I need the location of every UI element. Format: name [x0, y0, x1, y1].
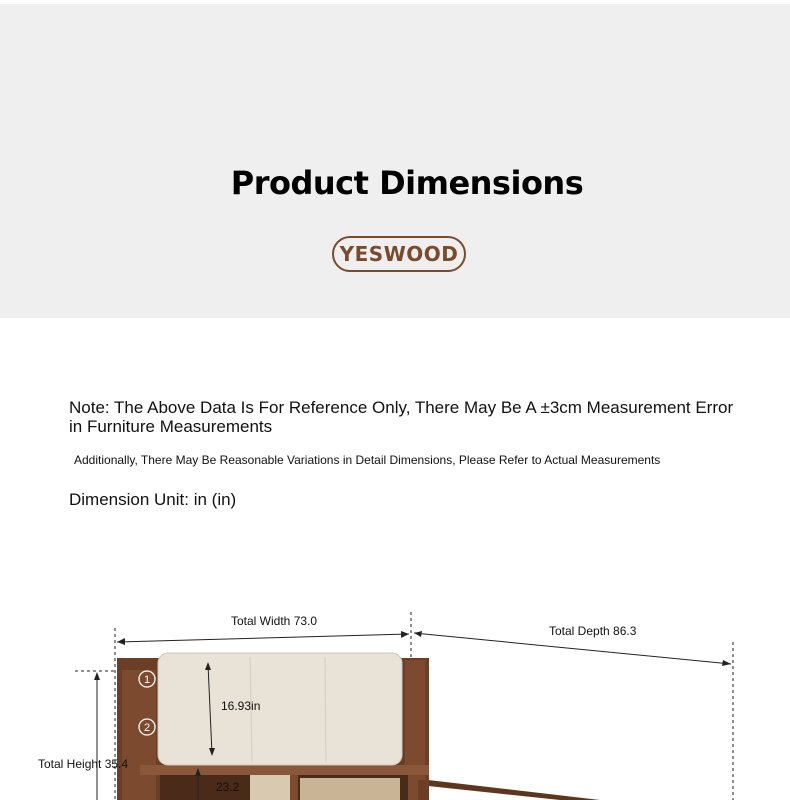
page-title: Product Dimensions	[230, 164, 584, 202]
leg-height-label: 23.2	[216, 780, 240, 794]
bed-dimension-diagram	[0, 600, 790, 800]
marker-1: 1	[143, 674, 151, 686]
headboard-height-label: 16.93in	[221, 699, 261, 713]
variation-note: Additionally, There May Be Reasonable Variations in Detail Dimensions, Please Refer to Actual Measurements	[74, 453, 661, 467]
headboard-cushion	[158, 653, 402, 765]
dimension-unit: Dimension Unit: in (in)	[69, 490, 237, 509]
total-depth-label: Total Depth 86.3	[549, 624, 637, 638]
reference-note: Note: The Above Data Is For Reference Only, There May Be A ±3cm Measurement Error in Furniture Measurements	[69, 398, 734, 436]
total-width-label: Total Width 73.0	[231, 614, 318, 628]
total-height-label: Total Height 35.4	[38, 757, 129, 771]
hero-banner	[0, 4, 790, 318]
brand-logo: YESWOOD	[332, 236, 466, 272]
marker-2: 2	[143, 722, 151, 734]
